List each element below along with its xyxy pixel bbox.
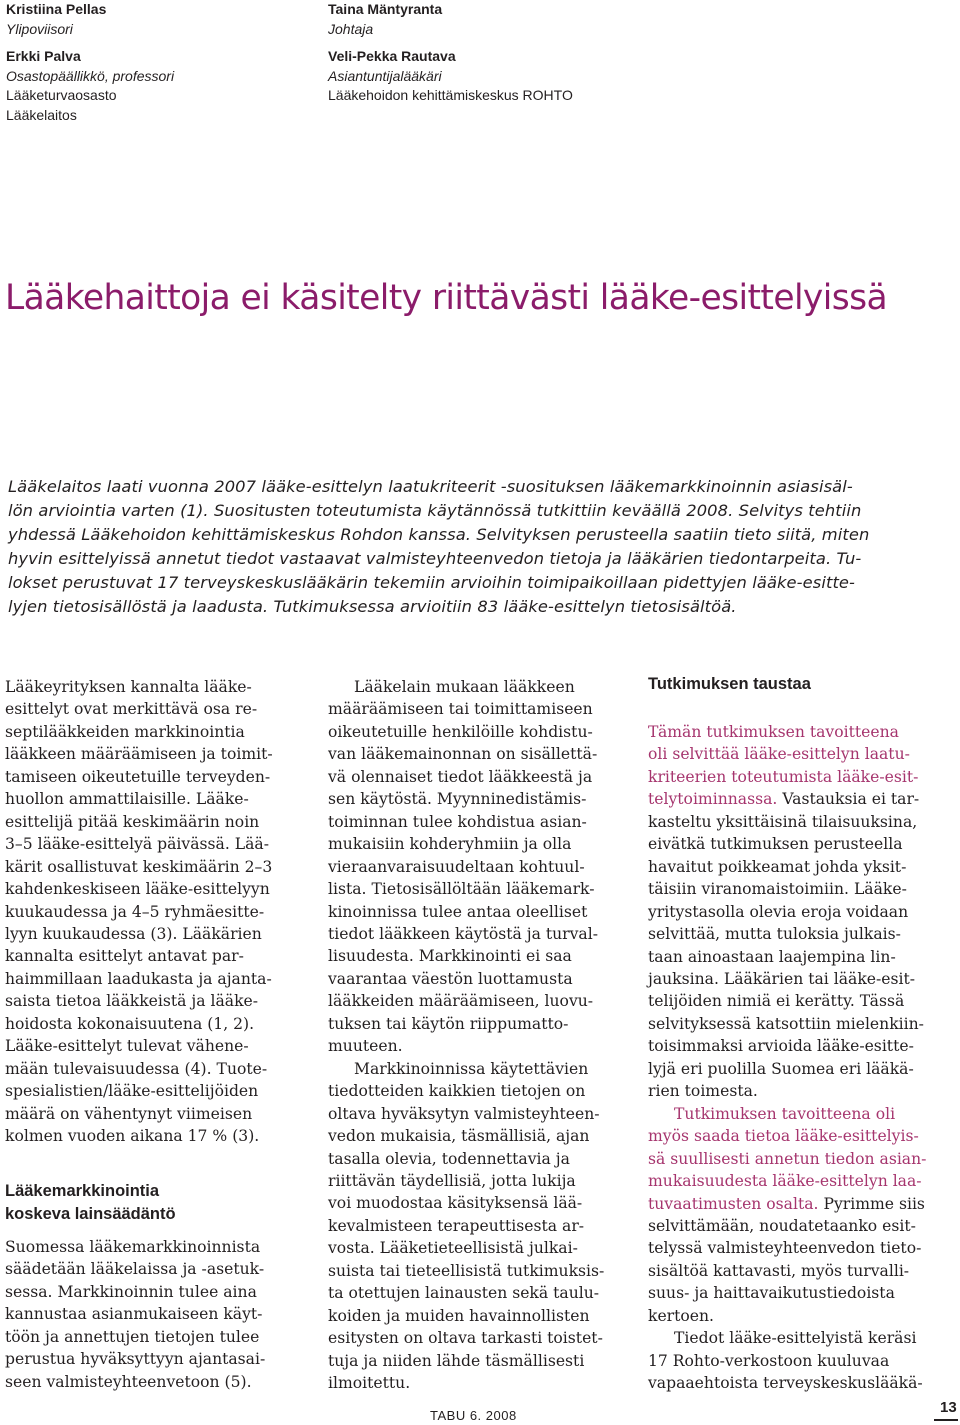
text-line: mukaisiin kohderyhmiin ja olla xyxy=(328,835,572,854)
highlighted-text: tuvaatimusten osalta. xyxy=(648,1194,819,1213)
heading-line: koskeva lainsäädäntö xyxy=(5,1205,176,1223)
text-line: taan ainoastaan laajempina lin- xyxy=(648,947,896,966)
lead-line: lokset perustuvat 17 terveyskeskuslääkärin tekemiin arvioihin toimipaikoillaan pidettyjen lääke-esitte- xyxy=(8,573,856,592)
text-line: kevalmisteen terapeuttisesta ar- xyxy=(328,1216,585,1235)
text-line xyxy=(648,788,948,810)
heading-line: Lääkemarkkinointia xyxy=(5,1182,160,1200)
author-block xyxy=(6,0,174,39)
text-line: eivätkä tutkimuksen perusteella xyxy=(648,835,903,854)
lead-line: lön arviointia varten (1). Suositusten toteutumista käytännössä tutkittiin keväällä 2008. Selvitys tehtiin xyxy=(8,501,862,520)
text-line: vosta. Lääketieteellisistä julkai- xyxy=(328,1239,578,1258)
text-line: määräämiseen tai toimittamiseen xyxy=(328,700,593,719)
author-block xyxy=(328,0,573,39)
text-line: vedon mukaisia, täsmällisiä, ajan xyxy=(328,1127,590,1146)
text-line: lyjä eri puolilla Suomea eri lääkä- xyxy=(648,1059,914,1078)
text-line: selvittää, mutta tuloksia julkais- xyxy=(648,925,901,944)
page-number: 13 xyxy=(940,1399,957,1416)
text-line: sisältöä kattavasti, myös turvalli- xyxy=(648,1261,910,1280)
text-line: tamiseen oikeutetuille terveyden- xyxy=(5,767,271,786)
text-line: mään tulevaisuudessa (4). Tuote- xyxy=(5,1059,268,1078)
text-line: esitysten on oltava tarkasti toistet- xyxy=(328,1329,603,1348)
text-line: tasalla olevia, todennettavia ja xyxy=(328,1149,570,1168)
text-line: muuteen. xyxy=(328,1037,403,1056)
text-line: lääkkeiden määräämiseen, luovu- xyxy=(328,992,594,1011)
text-line: haimmillaan laadukasta ja ajanta- xyxy=(5,969,272,988)
author-role: Johtaja xyxy=(328,20,374,37)
lead-line: yhdessä Lääkehoidon kehittämiskeskus Rohdon kanssa. Selvityksen perusteella saatiin tieto siitä, miten xyxy=(8,525,870,544)
text-line: toiminnan tulee kohdistua asian- xyxy=(328,812,587,831)
text-line: voi muodostaa käsityksensä lää- xyxy=(328,1194,583,1213)
body-column-1-legislation-text xyxy=(5,1236,305,1393)
text-line: suus- ja haittavaikutustiedoista xyxy=(648,1284,895,1303)
paragraph xyxy=(648,1327,948,1394)
text-line: Markkinoinnissa käytettävien xyxy=(354,1059,589,1078)
page-number-rule xyxy=(934,1419,958,1421)
text-line: lyyn kuukaudessa (3). Lääkärien xyxy=(5,924,262,943)
article-title: Lääkehaittoja ei käsitelty riittävästi lääke-esittelyissä xyxy=(5,278,888,318)
text-line: oikeutetuille henkilöille kohdistu- xyxy=(328,722,593,741)
text-line: riittävän täydellisiä, jotta lukija xyxy=(328,1171,576,1190)
text-line: oltava hyväksytyn valmisteyhteen- xyxy=(328,1104,600,1123)
paragraph xyxy=(328,676,628,1058)
text-line: septilääkkeiden markkinointia xyxy=(5,722,245,741)
text-line: kinoinnissa tulee antaa oleelliset xyxy=(328,902,588,921)
text-line: kahdenkeskiseen lääke-esittelyyn xyxy=(5,880,270,899)
text-line: huollon ammattilaisille. Lääke- xyxy=(5,790,249,809)
text-line: jauksina. Lääkärien tai lääke-esit- xyxy=(648,969,916,988)
text-line: esittelijä pitää keskimäärin noin xyxy=(5,812,260,831)
lead-line: lyjen tietosisällöstä ja laadusta. Tutkimuksessa arvioitiin 83 lääke-esittelyn tietosisältöä. xyxy=(8,597,737,616)
text-line: lisuudesta. Markkinointi ei saa xyxy=(328,947,572,966)
text-line: ilmoitettu. xyxy=(328,1374,411,1393)
paragraph xyxy=(328,1058,628,1395)
text-line: mukaisuudesta lääke-esittelyn laa- xyxy=(648,1172,922,1191)
lead-line: hyvin esittelyissä annetut tiedot vastaavat valmisteyhteenvedon tietoja ja lääkärien tiedontarpeita. Tu- xyxy=(8,549,862,568)
text-line: kasteltu yksittäisinä tilaisuuksina, xyxy=(648,812,918,831)
text-line: sä suullisesti annetun tiedon asian- xyxy=(648,1149,927,1168)
text-line: kuukaudessa ja 4–5 ryhmäesitte- xyxy=(5,902,265,921)
author-org: Lääkehoidon kehittämiskeskus ROHTO xyxy=(328,87,573,103)
text-line: telyssä valmisteyhteenvedon tieto- xyxy=(648,1239,922,1258)
text-line: Suomessa lääkemarkkinoinnista xyxy=(5,1238,261,1256)
text-segment: Pyrimme siis xyxy=(818,1194,925,1213)
text-line: telijöiden nimiä ei kerätty. Tässä xyxy=(648,992,905,1011)
text-line: oli selvittää lääke-esittelyn laatu- xyxy=(648,745,910,764)
text-line: van lääkemainonnan on sisällettä- xyxy=(328,745,598,764)
text-line: täisiin viranomaistoimiin. Lääke- xyxy=(648,880,907,899)
text-line: tiedot lääkkeen käytöstä ja turval- xyxy=(328,924,598,943)
author-role: Osastopäällikkö, professori xyxy=(6,67,175,84)
text-line: sessa. Markkinoinnin tulee aina xyxy=(5,1282,257,1301)
text-line: Tiedot lääke-esittelyistä keräsi xyxy=(674,1329,917,1348)
text-line: säädetään lääkelaissa ja -asetuk- xyxy=(5,1260,265,1279)
author-role: Ylipoviisori xyxy=(6,20,73,37)
text-line: kannalta esittelyt antavat par- xyxy=(5,947,244,966)
text-line: Lääkeyrityksen kannalta lääke- xyxy=(5,678,252,696)
paragraph xyxy=(648,721,948,1103)
text-line: selvityksessä katsottiin mielenkiin- xyxy=(648,1014,924,1033)
text-line: hoidosta kokonaisuutena (1, 2). xyxy=(5,1014,255,1033)
text-line: spesialistien/lääke-esittelijöiden xyxy=(5,1082,259,1101)
journal-footer: TABU 6. 2008 xyxy=(430,1408,517,1423)
text-line: vieraanvaraisuudeltaan kohtuul- xyxy=(328,857,585,876)
text-line: tuksen tai käytön riippumatto- xyxy=(328,1014,569,1033)
author-block xyxy=(6,47,174,125)
text-line: ta otettujen lainausten sekä taulu- xyxy=(328,1284,600,1303)
text-line: myös saada tietoa lääke-esittelyis- xyxy=(648,1127,919,1146)
text-line: 17 Rohto-verkostoon kuuluvaa xyxy=(648,1351,890,1370)
author-role: Asiantuntijalääkäri xyxy=(328,67,442,84)
text-line: suista tai tieteellisistä tutkimuksis- xyxy=(328,1261,605,1280)
text-line: perustua hyväksyttyyn ajantasai- xyxy=(5,1350,266,1369)
body-column-2 xyxy=(328,676,628,1395)
text-line: 3–5 lääke-esittelyä päivässä. Lää- xyxy=(5,835,269,854)
section-heading-legislation xyxy=(5,1180,176,1226)
author-name: Taina Mäntyranta xyxy=(328,1,443,17)
paragraph xyxy=(648,1103,948,1328)
text-line: tuja ja niiden lähde täsmällisesti xyxy=(328,1351,585,1370)
authors-left xyxy=(6,0,174,133)
text-line: toisimmaksi arvioida lääke-esitte- xyxy=(648,1037,914,1056)
text-line: sen käytöstä. Myynninedistämis- xyxy=(328,790,587,809)
text-line: Tutkimuksen tavoitteena oli xyxy=(674,1104,896,1123)
text-line: koiden ja muiden havainnollisten xyxy=(328,1306,590,1325)
text-line: esittelyt ovat merkittävä osa re- xyxy=(5,700,258,719)
text-line: lääkkeen määräämiseen ja toimit- xyxy=(5,745,273,764)
lead-paragraph xyxy=(8,475,953,619)
text-line: töön ja annettujen tietojen tulee xyxy=(5,1327,260,1346)
section-heading-background: Tutkimuksen taustaa xyxy=(648,675,811,693)
lead-line: Lääkelaitos laati vuonna 2007 lääke-esittelyn laatukriteerit -suosituksen lääkemarkkinoinnin asiasisäl- xyxy=(8,477,853,496)
author-org: Lääketurvaosasto xyxy=(6,87,117,103)
text-line: kriteerien toteutumista lääke-esit- xyxy=(648,767,919,786)
text-line: tiedotteiden kaikkien tietojen on xyxy=(328,1082,586,1101)
body-column-1 xyxy=(5,676,305,1148)
author-name: Erkki Palva xyxy=(6,48,81,64)
text-line: kolmen vuoden aikana 17 % (3). xyxy=(5,1127,260,1146)
text-line: kertoen. xyxy=(648,1306,715,1325)
text-line: havaitut poikkeamat johda yksit- xyxy=(648,857,907,876)
text-line: rien toimesta. xyxy=(648,1082,758,1101)
author-name: Veli-Pekka Rautava xyxy=(328,48,456,64)
text-line: lista. Tietosisällöltään lääkemark- xyxy=(328,880,595,899)
text-line: vaarantaa väestön luottamusta xyxy=(328,969,573,988)
text-segment: Vastauksia ei tar- xyxy=(777,790,920,809)
author-name: Kristiina Pellas xyxy=(6,1,107,17)
text-line: selvittämään, noudatetaanko esit- xyxy=(648,1216,916,1235)
body-column-3 xyxy=(648,721,948,1395)
text-line: vä olennaiset tiedot lääkkeestä ja xyxy=(328,767,593,786)
author-block xyxy=(328,47,573,106)
text-line: vapaaehtoista terveyskeskuslääkä- xyxy=(648,1374,923,1393)
text-line: Lääkelain mukaan lääkkeen xyxy=(354,678,575,696)
authors-right xyxy=(328,0,573,114)
highlighted-text: telytoiminnassa. xyxy=(648,790,778,809)
text-line: kärit osallistuvat keskimäärin 2–3 xyxy=(5,857,273,876)
text-line: Tämän tutkimuksen tavoitteena xyxy=(648,723,899,741)
text-line: Lääke-esittelyt tulevat vähene- xyxy=(5,1037,249,1056)
text-line: yritystasolla olevia eroja voidaan xyxy=(648,902,909,921)
author-org: Lääkelaitos xyxy=(6,106,77,123)
text-line: määrä on vähentynyt viimeisen xyxy=(5,1104,253,1123)
text-line: saista tietoa lääkkeistä ja lääke- xyxy=(5,992,259,1011)
text-line: seen valmisteyhteenvetoon (5). xyxy=(5,1372,252,1391)
text-line xyxy=(648,1193,948,1215)
text-line: kannustaa asianmukaiseen käyt- xyxy=(5,1305,263,1324)
